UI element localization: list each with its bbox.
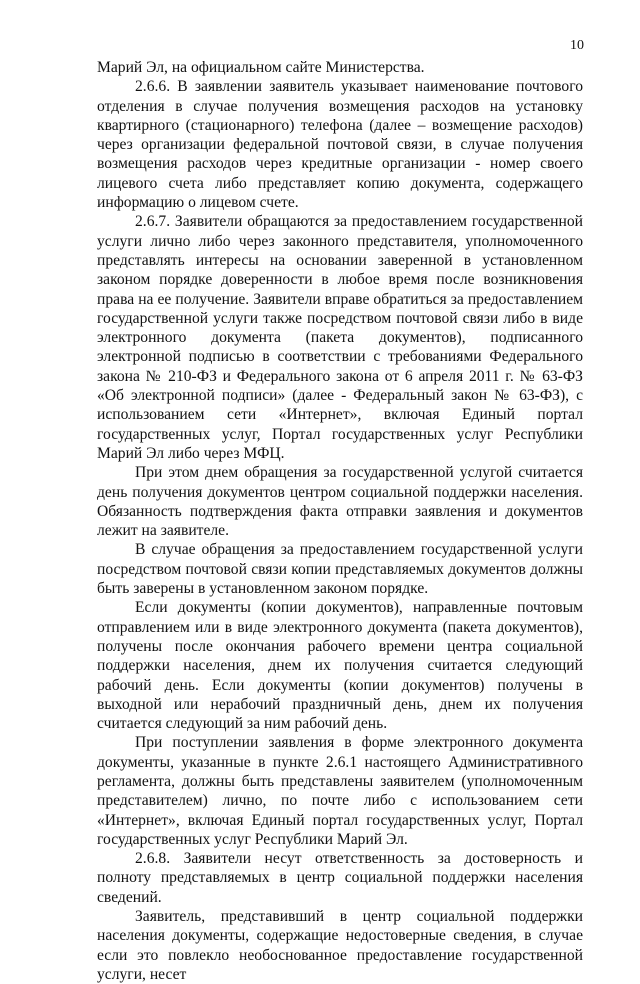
paragraph-electronic-application: При поступлении заявления в форме электронного документа документы, указанные в пункте 2.6.1 настоящего Административного регламента, должны быть представлены заявителем (уполномоченным представителем) лично, по почте либо с использованием сети «Интернет», включая Единый портал государственных услуг, Портал государственных услуг Республики Марий Эл. [97, 734, 583, 848]
paragraph-application-date: При этом днем обращения за государственной услугой считается день получения документов центром социальной поддержки населения. Обязанность подтверждения факта отправки заявления и документов лежит на заявителе. [97, 464, 583, 540]
paragraph-continuation: Марий Эл, на официальном сайте Министерства. [97, 59, 425, 76]
paragraph-postal-copies: В случае обращения за предоставлением государственной услуги посредством почтовой связи копии представляемых документов должны быть заверены в установленном законом порядке. [97, 541, 583, 598]
paragraph-receipt-day: Если документы (копии документов), направленные почтовым отправлением или в виде электронного документа (пакета документов), получены после окончания рабочего времени центра социальной поддержки населения, днем их получения считается следующий рабочий день. Если документы (копии документов) получены в выходной или нерабочий праздничный день, днем их получения считается следующий за ним рабочий день. [97, 599, 583, 733]
document-body [97, 58, 583, 984]
paragraph-false-information: Заявитель, представивший в центр социальной поддержки населения документы, содержащие недостоверные сведения, в случае если это повлекло необоснованное предоставление государственной услуги, несет [97, 908, 583, 983]
page-number: 10 [570, 38, 584, 53]
paragraph-2-6-7: 2.6.7. Заявители обращаются за предоставлением государственной услуги лично либо через законного представителя, уполномоченного представлять интересы на основании заверенной в установленном законом порядке доверенности в любое время после возникновения права на ее получение. Заявители вправе обратиться за предоставлением государственной услуги также посредством почтовой связи либо в виде электронного документа (пакета документов), подписанного электронной подписью в соответствии с требованиями Федерального закона № 210-ФЗ и Федерального закона от 6 апреля 2011 г. № 63-ФЗ «Об электронной подписи» (далее - Федеральный закон № 63-ФЗ), с использованием сети «Интернет», включая Единый портал государственных услуг, Портал государственных услуг Республики Марий Эл либо через МФЦ. [97, 213, 583, 462]
paragraph-2-6-8: 2.6.8. Заявители несут ответственность за достоверность и полноту представляемых в центр социальной поддержки населения сведений. [97, 850, 583, 906]
paragraph-2-6-6: 2.6.6. В заявлении заявитель указывает наименование почтового отделения в случае получения возмещения расходов на установку квартирного (стационарного) телефона (далее – возмещение расходов) через организации федеральной почтовой связи, в случае получения возмещения расходов через кредитные организации - номер своего лицевого счета либо представляет копию документа, содержащего информацию о лицевом счете. [97, 78, 583, 212]
